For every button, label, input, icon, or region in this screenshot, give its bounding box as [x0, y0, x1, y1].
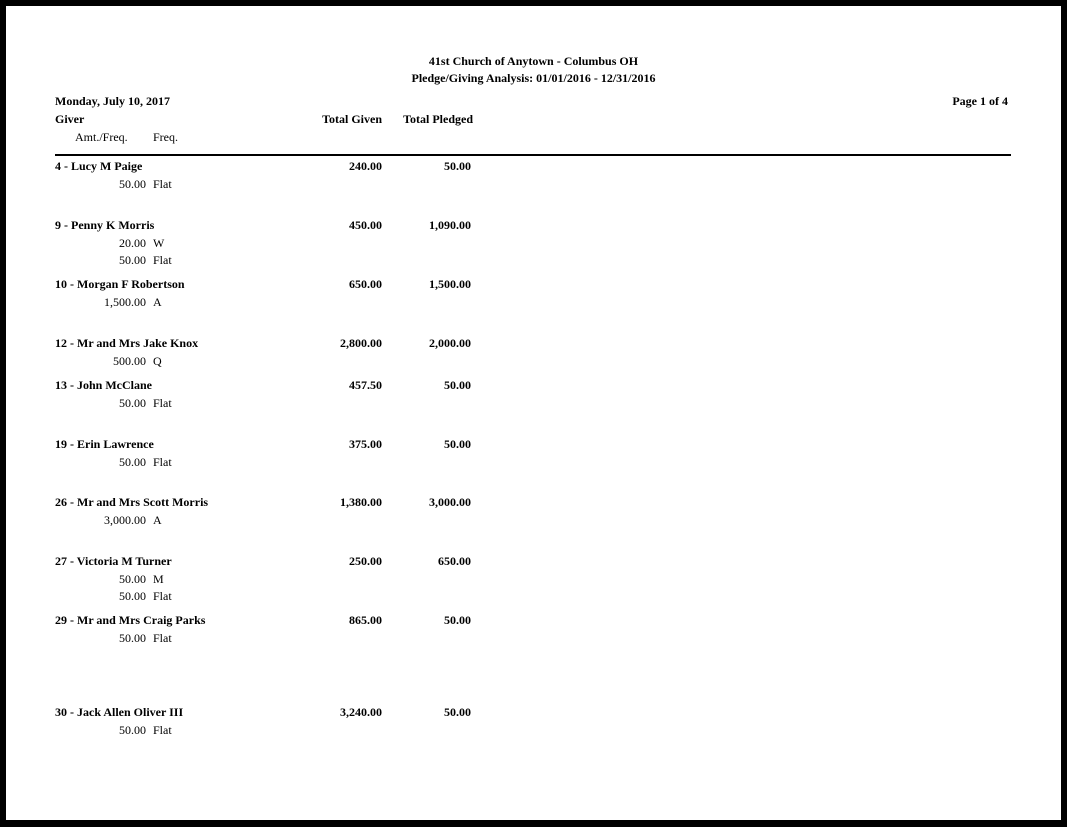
- pledge-frequency: Flat: [153, 589, 172, 603]
- church-title: 41st Church of Anytown - Columbus OH: [428, 54, 639, 68]
- col-header-giver: Giver: [55, 112, 85, 126]
- page-number: Page 1 of 4: [952, 94, 1008, 108]
- giver-total-pledged: 2,000.00: [429, 336, 471, 350]
- pledge-frequency: M: [153, 572, 164, 586]
- giver-name: 4 - Lucy M Paige: [55, 159, 143, 173]
- giver-total-pledged: 50.00: [444, 378, 471, 392]
- giver-name: 19 - Erin Lawrence: [55, 437, 154, 451]
- giver-total-given: 865.00: [349, 613, 382, 627]
- giver-total-pledged: 50.00: [444, 613, 471, 627]
- pledge-amount: 50.00: [119, 177, 146, 191]
- pledge-frequency: Flat: [153, 723, 172, 737]
- pledge-amount: 3,000.00: [104, 513, 146, 527]
- giver-total-pledged: 50.00: [444, 437, 471, 451]
- giver-name: 9 - Penny K Morris: [55, 218, 155, 232]
- report-page: [6, 6, 1061, 820]
- pledge-amount: 50.00: [119, 455, 146, 469]
- giver-total-given: 450.00: [349, 218, 382, 232]
- giver-total-given: 240.00: [349, 159, 382, 173]
- giver-total-given: 250.00: [349, 554, 382, 568]
- col-header-freq: Freq.: [153, 130, 178, 144]
- pledge-amount: 1,500.00: [104, 295, 146, 309]
- giver-name: 27 - Victoria M Turner: [55, 554, 172, 568]
- report-title: Pledge/Giving Analysis: 01/01/2016 - 12/31/2016: [411, 71, 656, 85]
- giver-total-pledged: 1,500.00: [429, 277, 471, 291]
- pledge-amount: 50.00: [119, 589, 146, 603]
- giver-total-pledged: 1,090.00: [429, 218, 471, 232]
- col-header-total-given: Total Given: [322, 112, 382, 126]
- pledge-amount: 50.00: [119, 723, 146, 737]
- giver-name: 13 - John McClane: [55, 378, 152, 392]
- report-date: Monday, July 10, 2017: [55, 94, 171, 108]
- giver-name: 26 - Mr and Mrs Scott Morris: [55, 495, 209, 509]
- pledge-frequency: Flat: [153, 396, 172, 410]
- giver-name: 29 - Mr and Mrs Craig Parks: [55, 613, 206, 627]
- pledge-frequency: A: [153, 295, 162, 309]
- pledge-amount: 50.00: [119, 396, 146, 410]
- pledge-amount: 500.00: [113, 354, 146, 368]
- giver-name: 30 - Jack Allen Oliver III: [55, 705, 184, 719]
- giver-total-given: 375.00: [349, 437, 382, 451]
- giver-name: 12 - Mr and Mrs Jake Knox: [55, 336, 199, 350]
- giver-name: 10 - Morgan F Robertson: [55, 277, 185, 291]
- pledge-frequency: Q: [153, 354, 162, 368]
- giver-total-pledged: 50.00: [444, 159, 471, 173]
- pledge-amount: 50.00: [119, 253, 146, 267]
- giver-total-given: 1,380.00: [340, 495, 382, 509]
- col-header-total-pledged: Total Pledged: [403, 112, 473, 126]
- giver-total-pledged: 3,000.00: [429, 495, 471, 509]
- pledge-frequency: W: [153, 236, 165, 250]
- pledge-frequency: Flat: [153, 455, 172, 469]
- giver-total-given: 650.00: [349, 277, 382, 291]
- pledge-frequency: Flat: [153, 631, 172, 645]
- pledge-frequency: A: [153, 513, 162, 527]
- col-header-amt-freq: Amt./Freq.: [75, 130, 128, 144]
- pledge-frequency: Flat: [153, 177, 172, 191]
- giver-total-given: 457.50: [349, 378, 382, 392]
- pledge-amount: 20.00: [119, 236, 146, 250]
- giver-total-pledged: 650.00: [438, 554, 471, 568]
- giver-total-given: 3,240.00: [340, 705, 382, 719]
- pledge-amount: 50.00: [119, 631, 146, 645]
- pledge-frequency: Flat: [153, 253, 172, 267]
- giver-total-given: 2,800.00: [340, 336, 382, 350]
- giver-total-pledged: 50.00: [444, 705, 471, 719]
- pledge-amount: 50.00: [119, 572, 146, 586]
- header-divider: [55, 154, 1011, 156]
